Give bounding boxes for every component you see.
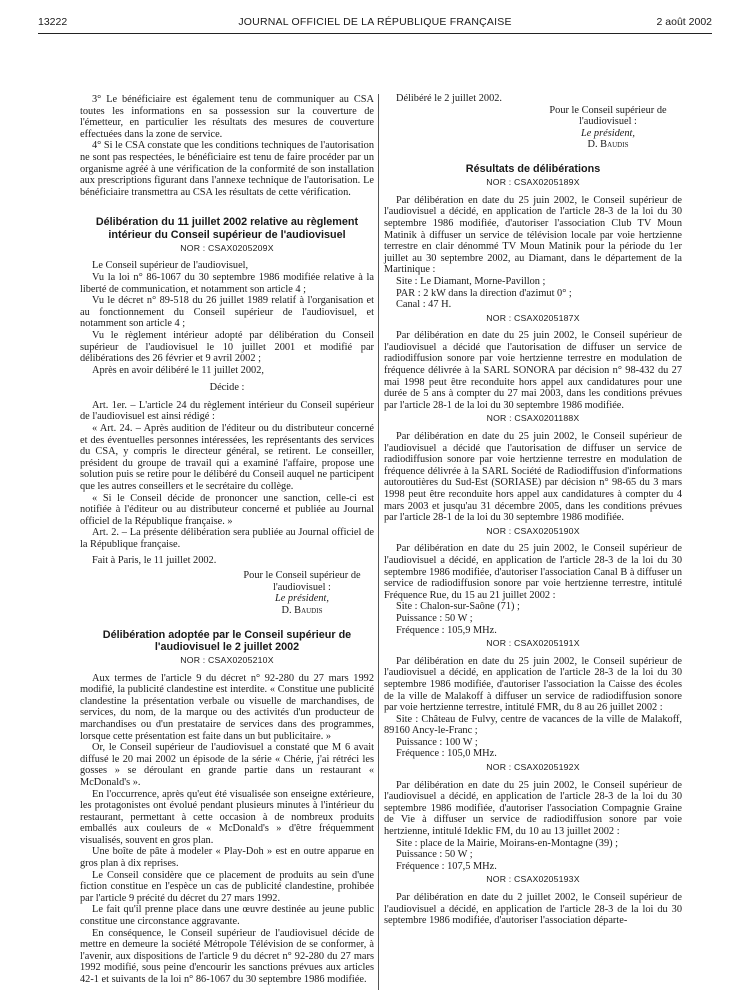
site-line: Site : Le Diamant, Morne-Pavillon ; [396, 275, 546, 287]
section-title: Résultats de délibérations [465, 162, 601, 175]
nor-reference: NOR : CSAX0205189X [486, 177, 580, 188]
decide-heading: Décide : [209, 382, 245, 394]
site-line: Site : Chalon-sur-Saône (71) ; [396, 601, 520, 613]
paragraph: Par délibération en date du 25 juin 2002, le Conseil supérieur de l'audiovisuel a décidé, en application de l'article 28-3 de la loi du 30 septembre 1986 modifiée, d'autoriser l'association Compagnie Graine de Vie à diffuser un service de radiodiffusion sonore par voie hertzienne, intitulé Ideklic FM, du 10 au 13 juillet 2002 : [384, 779, 682, 838]
header-rule [38, 33, 712, 34]
column-divider [378, 94, 379, 990]
site-line: Site : Château de Fulvy, centre de vacances de la ville de Malakoff, 89160 Ancy-le-Franc ; [384, 713, 682, 737]
paragraph: En l'occurrence, après qu'eut été visualisée son enseigne extérieure, les protagonistes ont évolué pendant plusieurs minutes à l'intérieur du restaurant, permettant à cette occasion à de nombreux produits emballés aux couleurs de « McDonald's » d'être fréquemment visualisés, souvent en gros plan. [80, 788, 374, 846]
nor-reference: NOR : CSAX0205193X [486, 874, 580, 885]
paragraph: Le Conseil supérieur de l'audiovisuel, [92, 260, 249, 272]
power-line: Puissance : 50 W ; [396, 612, 473, 624]
section-title: Délibération adoptée par le Conseil supérieur de l'audiovisuel le 2 juillet 2002 [102, 628, 352, 653]
signature-role: Le président, [580, 127, 635, 139]
paragraph: Or, le Conseil supérieur de l'audiovisuel a constaté que M 6 avait diffusé le 20 mai 2002 un épisode de la série « Chérie, j'ai rétréci les gosses » se déroulant en grande partie dans un restaurant « McDonald's ». [80, 742, 374, 788]
paragraph: Vu le décret n° 89-518 du 26 juillet 1989 relatif à l'organisation et au fonctionnement du Conseil supérieur de l'audiovisuel, et notamment son article 4 ; [80, 295, 374, 330]
paragraph: Aux termes de l'article 9 du décret n° 92-280 du 27 mars 1992 modifié, la publicité clandestine est interdite. « Constitue une publicité clandestine la présentation verbale ou visuelle de marchandises, de services, du nom, de la marque ou des activités d'un producteur de marchandises ou d'un prestataire de services dans des programmes, lorsque cette présentation est faite dans un but publicitaire. » [80, 672, 374, 742]
signature-for: Pour le Conseil supérieur de l'audiovisuel : [243, 570, 361, 593]
right-column [384, 93, 682, 927]
signature-for: Pour le Conseil supérieur de l'audiovisuel : [549, 104, 667, 128]
article-24-quote-2: « Si le Conseil décide de prononcer une sanction, celle-ci est notifiée à l'éditeur ou au distributeur concerné et publiée au Journal officiel de la République française. » [80, 492, 374, 527]
signature-name: D. Baudis [587, 139, 629, 151]
frequency-line: Fréquence : 105,9 MHz. [396, 624, 497, 636]
paragraph: En conséquence, le Conseil supérieur de l'audiovisuel décide de mettre en demeure la société Métropole Télévision de se conformer, à l'avenir, aux dispositions de l'article 9 du décret n° 92-280 du 27 mars 1992 modifié, sous peine d'encourir les sanctions prévues aux articles 42-1 et suivants de la loi n° 86-1067 du 30 septembre 1986 modifiée. [80, 927, 374, 985]
nor-reference: NOR : CSAX0205209X [180, 242, 274, 253]
nor-reference: NOR : CSAX0205190X [486, 525, 580, 536]
signature-name: D. Baudis [281, 604, 323, 616]
article-24-quote: « Art. 24. – Après audition de l'éditeur ou du distributeur concerné et des éventuelles personnes intéressées, les représentants des services du CSA, y compris le directeur général, se retirent. Le conseiller, président du groupe de travail qui a examiné l'affaire, propose une solution puis se retire pour le délibéré du Conseil auquel ne participent que les autres conseillers et le secrétaire du collège. [80, 423, 374, 493]
nor-reference: NOR : CSAX0205210X [180, 654, 274, 665]
frequency-line: Fréquence : 105,0 MHz. [396, 748, 497, 760]
article-1: Art. 1er. – L'article 24 du règlement intérieur du Conseil supérieur de l'audiovisuel est ainsi rédigé : [80, 399, 374, 423]
paragraph: Par délibération en date du 25 juin 2002, le Conseil supérieur de l'audiovisuel a décidé, en application de l'article 28-3 de la loi du 30 septembre 1986 modifiée, d'autoriser l'association la Caisse des écoles de la ville de Malakoff à diffuser un service de radiodiffusion sonore par voie hertzienne terrestre, intitulé FMR, du 8 au 26 juillet 2002 : [384, 655, 682, 714]
paragraph: Vu la loi n° 86-1067 du 30 septembre 1986 modifiée relative à la liberté de communication, et notamment son article 4 ; [80, 271, 374, 295]
paragraph: Par délibération en date du 25 juin 2002, le Conseil supérieur de l'audiovisuel a décidé, en application de l'article 28-3 de la loi du 30 septembre 1986 modifiée, d'autoriser l'association Club TV Moun Matinik à diffuser un service de télévision locale par voie hertzienne terrestre en clair dénommé TV Moun Matinik pour la période du 1er juillet au 30 septembre 2002, au Diamant, dans le département de la Martinique : [384, 194, 682, 276]
site-line: Site : place de la Mairie, Moirans-en-Montagne (39) ; [396, 837, 619, 849]
paragraph: Vu le règlement intérieur adopté par délibération du Conseil supérieur de l'audiovisuel le 10 juillet 2001 et modifié par délibérations des 26 février et 9 avril 2002 ; [80, 329, 374, 365]
paragraph: Par délibération en date du 25 juin 2002, le Conseil supérieur de l'audiovisuel a décidé que l'autorisation de diffuser un service de radiodiffusion sonore par voie hertzienne terrestre en modulation de fréquence délivrée à la SARL Société de Radiodiffusion d'informations autoroutières du Sud-Est (SORIASE) par décision n° 98-65 du 3 mars 1998 peut être reconduite hors appel aux candidatures à compter du 4 mars 2003 et jusqu'au 31 décembre 2005, dans les conditions prévues par l'article 28-1 de la loi du 30 septembre 1986 modifiée. [384, 431, 682, 524]
article-2: Art. 2. – La présente délibération sera publiée au Journal officiel de la République française. [80, 527, 374, 550]
power-line: Puissance : 100 W ; [396, 736, 478, 748]
nor-reference: NOR : CSAX0201188X [486, 413, 580, 424]
nor-reference: NOR : CSAX0205187X [486, 312, 580, 323]
par-line: PAR : 2 kW dans la direction d'azimut 0° ; [396, 287, 572, 299]
canal-line: Canal : 47 H. [396, 299, 452, 311]
paragraph: Après en avoir délibéré le 11 juillet 2002, [92, 364, 264, 376]
journal-title: JOURNAL OFFICIEL DE LA RÉPUBLIQUE FRANÇAISE [238, 16, 512, 28]
page-number: 13222 [38, 16, 68, 28]
place-date: Fait à Paris, le 11 juillet 2002. [92, 554, 217, 566]
signature-role: Le président, [274, 593, 329, 605]
issue-date: 2 août 2002 [656, 16, 712, 28]
paragraph: Le fait qu'il prenne place dans une œuvre destinée au jeune public constitue une circonstance aggravante. [80, 904, 374, 928]
nor-reference: NOR : CSAX0205192X [486, 762, 580, 773]
page-header [38, 12, 712, 34]
frequency-line: Fréquence : 107,5 MHz. [396, 860, 497, 872]
paragraph: Par délibération en date du 25 juin 2002, le Conseil supérieur de l'audiovisuel a décidé que l'autorisation de diffuser un service de radiodiffusion sonore par voie hertzienne terrestre en modulation de fréquence délivrée à la SARL SONORA par décision n° 98-432 du 27 mai 1998 peut être reconduite hors appel aux candidatures pour une durée de 5 ans à compter du 27 mai 2003, dans les conditions prévues par l'article 28-1 de la loi du 30 septembre 1986 modifiée. [384, 330, 682, 411]
paragraph: 3° Le bénéficiaire est également tenu de communiquer au CSA toutes les informations en sa possession sur la couverture de l'émetteur, en particulier les résultats des mesures de couverture effectuées dans la zone de service. [80, 94, 374, 140]
paragraph: Délibéré le 2 juillet 2002. [396, 93, 502, 104]
paragraph: Une boîte de pâte à modeler « Play-Doh » est en outre apparue en gros plan à dix reprises. [80, 846, 374, 870]
paragraph: 4° Si le CSA constate que les conditions techniques de l'autorisation ne sont pas respectées, le bénéficiaire est tenu de faire procéder par un organisme agréé à une vérification de la conformité de son installation aux prescriptions figurant dans l'annexe technique de l'autorisation. Le bénéficiaire transmettra au CSA les résultats de cette vérification. [80, 140, 374, 198]
paragraph: Par délibération en date du 2 juillet 2002, le Conseil supérieur de l'audiovisuel a décidé, en application de l'article 28-3 de la loi du 30 septembre 1986 modifiée, d'autoriser l'association départe- [384, 892, 682, 927]
paragraph: Le Conseil considère que ce placement de produits au sein d'une fiction constitue en l'espèce un cas de publicité clandestine, prohibée par l'article 9 précité du décret du 27 mars 1992. [80, 869, 374, 904]
power-line: Puissance : 50 W ; [396, 849, 473, 861]
paragraph: Par délibération en date du 25 juin 2002, le Conseil supérieur de l'audiovisuel a décidé, en application de l'article 28-3 de la loi du 30 septembre 1986 modifiée, d'autoriser l'association Canal B à diffuser un service de radiodiffusion sonore par voie hertzienne terrestre, intitulé Fréquence Rue, du 15 au 21 juillet 2002 : [384, 543, 682, 601]
section-title: Délibération du 11 juillet 2002 relative au règlement intérieur du Conseil supérieur de l'audiovisuel [95, 216, 359, 241]
left-column [80, 94, 374, 986]
nor-reference: NOR : CSAX0205191X [486, 638, 580, 649]
